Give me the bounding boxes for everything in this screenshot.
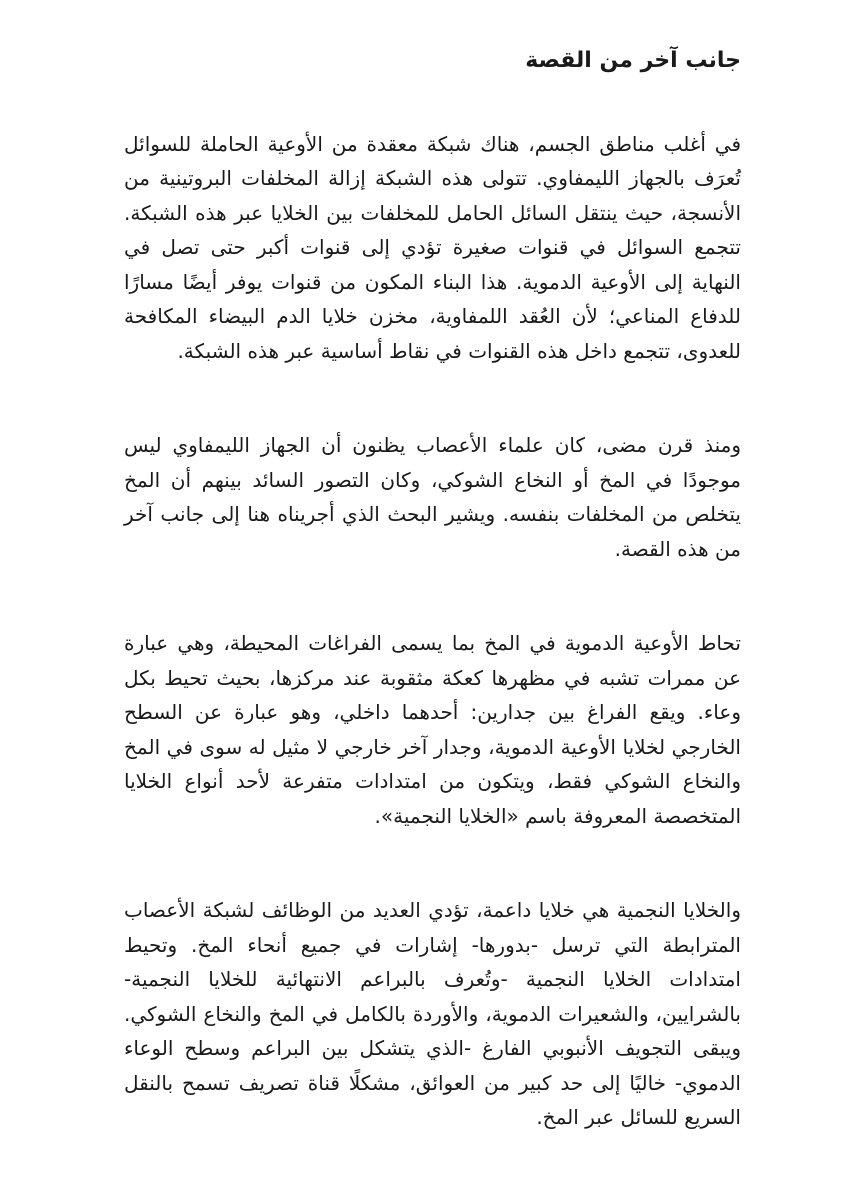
paragraph-century-ago: ومنذ قرن مضى، كان علماء الأعصاب يظنون أن الجهاز الليمفاوي ليس موجودًا في المخ أو النخاع الشوكي، وكان التصور السائد بينهم أن المخ يتخلص من المخلفات بنفسه. ويشير البحث الذي أجريناه هنا إلى جانب آخر من هذه القصة. <box>124 433 741 561</box>
section-heading: جانب آخر من القصة <box>525 48 741 73</box>
paragraph-astrocytes: والخلايا النجمية هي خلايا داعمة، تؤدي العديد من الوظائف لشبكة الأعصاب المترابطة التي ترسل -بدورها- إشارات في جميع أنحاء المخ. وتحيط امتدادات الخلايا النجمية -وتُعرف بالبراعم الانتهائية للخلايا النجمية- بالشرايين، والشعيرات الدموية، والأوردة بالكامل في المخ والنخاع الشوكي. ويبقى التجويف الأنبوبي الفارغ -الذي يتشكل بين البراعم وسطح الوعاء الدموي- خاليًا إلى حد كبير من العوائق، مشكلًا قناة تصريف تسمح بالنقل السريع للسائل عبر المخ. <box>124 898 741 1130</box>
paragraph-lymphatic-system: في أغلب مناطق الجسم، هناك شبكة معقدة من الأوعية الحاملة للسوائل تُعرَف بالجهاز الليمفاوي. تتولى هذه الشبكة إزالة المخلفات البروتينية من الأنسجة، حيث ينتقل السائل الحامل للمخلفات بين الخلايا عبر هذه الشبكة. تتجمع السوائل في قنوات صغيرة تؤدي إلى قنوات أكبر حتى تصل في النهاية إلى الأوعية الدموية. هذا البناء المكون من قنوات يوفر أيضًا مسارًا للدفاع المناعي؛ لأن العُقد اللمفاوية، مخزن خلايا الدم البيضاء المكافحة للعدوى، تتجمع داخل هذه القنوات في نقاط أساسية عبر هذه الشبكة. <box>124 131 741 363</box>
paragraph-perivascular-spaces: تحاط الأوعية الدموية في المخ بما يسمى الفراغات المحيطة، وهي عبارة عن ممرات تشبه في مظهرها كعكة مثقوبة عند مركزها، بحيث تحيط بكل وعاء. ويقع الفراغ بين جدارين: أحدهما داخلي، وهو عبارة عن السطح الخارجي لخلايا الأوعية الدموية، وجدار آخر خارجي لا مثيل له سوى في المخ والنخاع الشوكي فقط، ويتكون من امتدادات متفرعة لأحد أنواع الخلايا المتخصصة المعروفة باسم «الخلايا النجمية». <box>124 631 741 828</box>
